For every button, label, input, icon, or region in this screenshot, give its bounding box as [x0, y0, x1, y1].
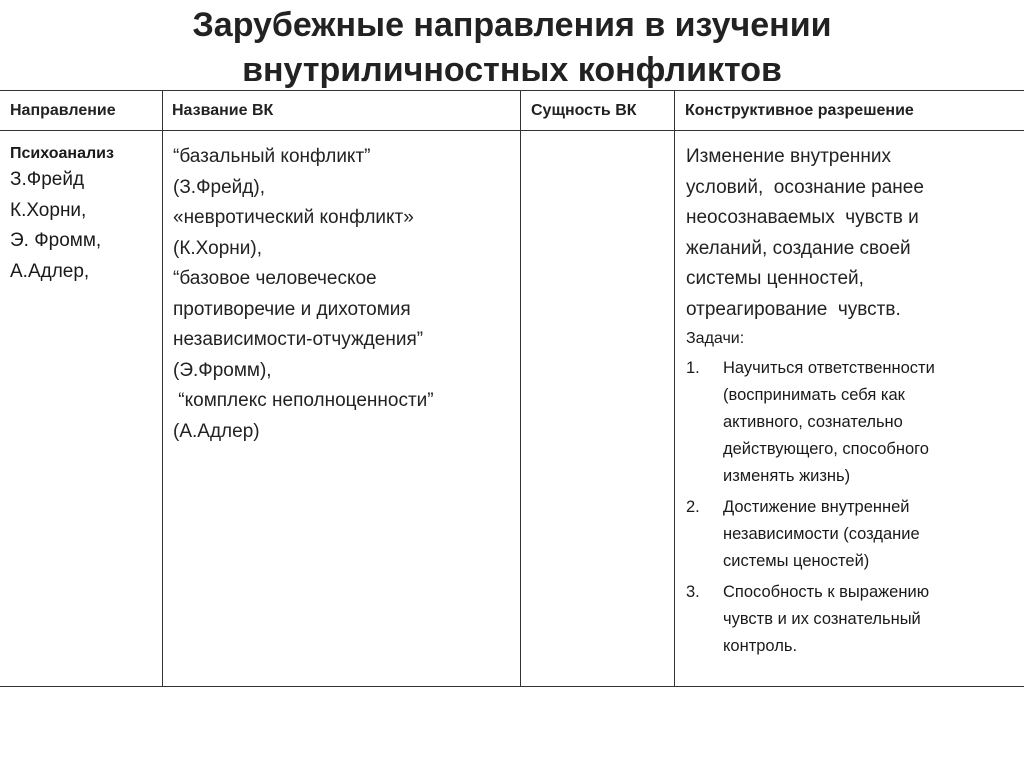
task-line: активного, сознательно: [723, 413, 903, 431]
vk-name-line: (К.Хорни),: [173, 237, 262, 259]
task-line: Способность к выражению: [723, 583, 930, 601]
resolution-cell: [686, 142, 935, 660]
task-line: (воспринимать себя как: [723, 386, 905, 404]
column-divider-3: [674, 90, 675, 686]
table-bottom-border: [0, 686, 1024, 687]
vk-name-line: «невротический конфликт»: [173, 207, 414, 228]
header-vk-name: Название ВК: [172, 102, 274, 119]
header-direction: Направление: [10, 102, 116, 119]
direction-author: Э. Фромм,: [10, 230, 102, 251]
slide-title: [0, 0, 1024, 93]
task-line: изменять жизнь): [723, 467, 851, 485]
direction-author: А.Адлер,: [10, 260, 90, 282]
vk-name-line: (З.Фрейд),: [173, 176, 265, 198]
task-item-3: [686, 579, 935, 660]
vk-name-line: независимости-отчуждения”: [173, 329, 424, 350]
vk-name-line: “базальный конфликт”: [173, 146, 371, 167]
task-line: контроль.: [723, 637, 798, 655]
header-bottom-border: [0, 130, 1024, 131]
task-number: 1.: [686, 359, 700, 377]
resolution-line: Изменение внутренних: [686, 146, 892, 167]
task-number: 2.: [686, 498, 700, 516]
task-line: Научиться ответственности: [723, 359, 935, 377]
header-vk-essence: Сущность ВК: [531, 102, 637, 119]
header-resolution: Конструктивное разрешение: [685, 102, 914, 119]
direction-author: З.Фрейд: [10, 169, 85, 190]
vk-name-line: (Э.Фромм),: [173, 359, 272, 381]
vk-name-line: противоречие и дихотомия: [173, 298, 411, 320]
table-top-border: [0, 90, 1024, 91]
vk-name-line: “комплекс неполноценности”: [173, 390, 434, 411]
task-line: независимости (создание: [723, 525, 920, 543]
column-divider-2: [520, 90, 521, 686]
column-divider-1: [162, 90, 163, 686]
resolution-line: желаний, создание своей: [686, 237, 911, 259]
resolution-line: системы ценностей,: [686, 268, 864, 289]
task-line: чувств и их сознательный: [723, 610, 921, 628]
resolution-line: условий, осознание ранее: [686, 176, 924, 198]
title-line-2: внутриличностных конфликтов: [242, 51, 782, 89]
vk-name-line: (А.Адлер): [173, 420, 260, 442]
direction-cell: [10, 143, 114, 287]
title-line-1: Зарубежные направления в изучении: [192, 6, 832, 44]
task-item-1: [686, 355, 935, 490]
task-line: системы ценостей): [723, 552, 870, 570]
tasks-label: Задачи:: [686, 330, 745, 347]
task-item-2: [686, 494, 935, 575]
vk-name-line: “базовое человеческое: [173, 268, 377, 289]
vk-name-cell: [173, 142, 434, 447]
resolution-line: отреагирование чувств.: [686, 298, 901, 320]
resolution-line: неосознаваемых чувств и: [686, 207, 919, 228]
task-number: 3.: [686, 583, 700, 601]
direction-author: К.Хорни,: [10, 199, 87, 221]
task-line: действующего, способного: [723, 440, 929, 458]
direction-title: Психоанализ: [10, 145, 114, 162]
task-line: Достижение внутренней: [723, 498, 910, 516]
